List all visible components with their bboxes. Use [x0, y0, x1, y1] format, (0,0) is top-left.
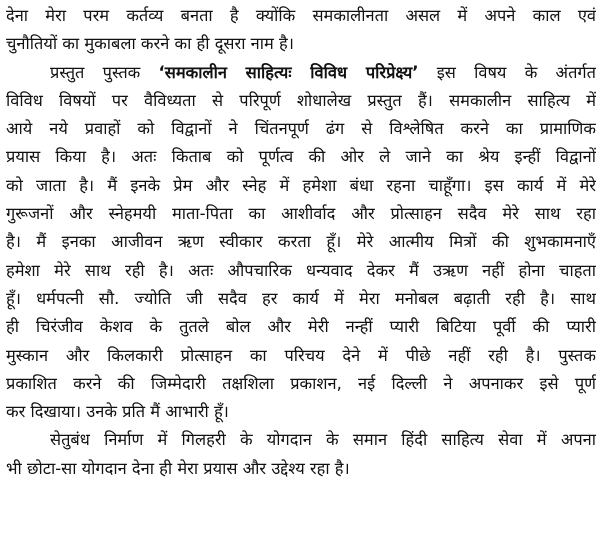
text-line: को जाता है। मैं इनके प्रेम और स्नेह में हमेशा बंधा रहना चाहूँगा। इस कार्य में मेरे: [6, 175, 596, 195]
text-line: सेतुबंध निर्माण में गिलहरी के योगदान के समान हिंदी साहित्य सेवा में अपना: [50, 430, 596, 450]
text-line: भी छोटा-सा योगदान देना ही मेरा प्रयास और उद्देश्य रहा है।: [6, 458, 350, 478]
text-line: है। मैं इनका आजीवन ऋण स्वीकार करता हूँ। मेरे आत्मीय मित्रों की शुभकामनाएँ: [6, 232, 596, 252]
text-line: विविध विषयों पर वैविध्यता से परिपूर्ण शोधालेख प्रस्तुत हैं। समकालीन साहित्य में: [6, 90, 596, 110]
text-run: इस विषय के अंतर्गत: [418, 62, 596, 82]
text-line: मुस्कान और किलकारी प्रोत्साहन का परिचय देने में पीछे नहीं रही है। पुस्तक: [6, 345, 596, 365]
paragraph-intro: [6, 2, 596, 59]
text-run: प्रस्तुत पुस्तक: [50, 62, 159, 82]
text-line: चुनौतियों का मुकाबला करने का ही दूसरा नाम है।: [6, 34, 294, 54]
text-line: प्रकाशित करने की जिम्मेदारी तक्षशिला प्रकाशन, नई दिल्ली ने अपनाकर इसे पूर्ण: [6, 373, 596, 393]
text-line: हमेशा मेरे साथ रही है। अतः औपचारिक धन्यवाद देकर मैं उऋण नहीं होना चाहता: [6, 260, 596, 280]
text-line: गुरूजनों और स्नेहमयी माता-पिता का आशीर्वाद और प्रोत्साहन सदैव मेरे साथ रहा: [6, 204, 596, 224]
text-line: देना मेरा परम कर्तव्य बनता है क्योंकि समकालीनता असल में अपने काल एवं: [6, 6, 596, 25]
paragraph-main: [6, 59, 596, 427]
text-line: प्रयास किया है। अतः किताब को पूर्णत्व की ओर ले जाने का श्रेय इन्हीं विद्वानों: [6, 147, 596, 167]
document-page: [6, 2, 596, 483]
text-line: [6, 59, 596, 87]
paragraph-closing: [6, 426, 596, 483]
text-line: हूँ। धर्मपत्नी सौ. ज्योति जी सदैव हर कार्य में मेरा मनोबल बढ़ाती रही है। साथ: [6, 288, 596, 308]
text-line: ही चिरंजीव केशव के तुतले बोल और मेरी नन्हीं प्यारी बिटिया पूर्वी की प्यारी: [6, 317, 596, 337]
text-line: आये नये प्रवाहों को विद्वानों ने चिंतनपूर्ण ढंग से विश्लेषित करने का प्रामाणिक: [6, 119, 596, 139]
book-title: ‘समकालीन साहित्यः विविध परिप्रेक्ष्य’: [158, 62, 419, 82]
text-line: कर दिखाया। उनके प्रति मैं आभारी हूँ।: [6, 402, 229, 422]
